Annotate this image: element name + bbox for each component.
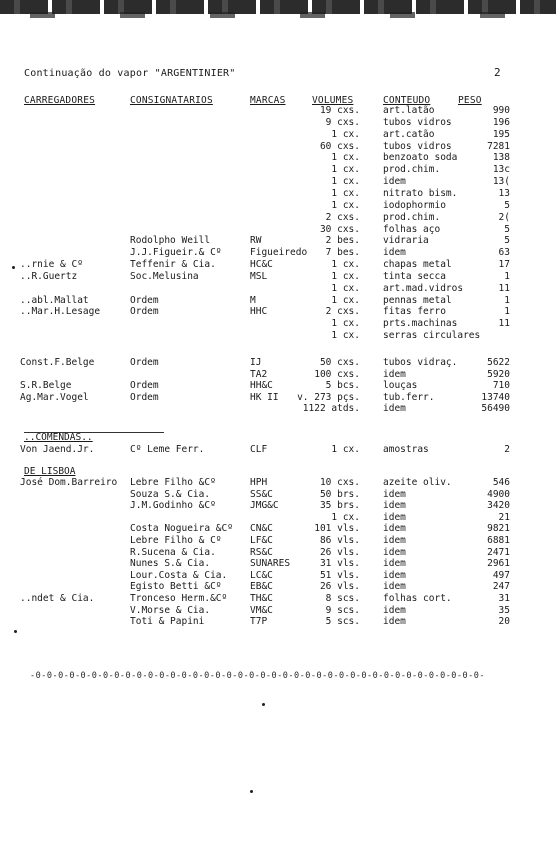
manifest-row (0, 477, 556, 489)
section-title-roterdam: ..COMENDAS.. (24, 432, 93, 443)
manifest-row (0, 570, 556, 582)
shipper-cell: Const.F.Belge (20, 357, 95, 368)
volumes-cell: 10 cxs. (319, 477, 360, 488)
marks-cell: VM&C (250, 604, 273, 616)
shipper-cell: Von Jaend.Jr. (20, 444, 95, 455)
weight-cell: 710 (492, 380, 510, 392)
contents-cell: azeite oliv. (383, 477, 452, 488)
marks-cell: MSL (250, 270, 268, 282)
volumes-cell: 50 brs. (319, 488, 360, 500)
manifest-row (0, 547, 556, 559)
manifest-row (0, 164, 556, 176)
weight-cell: 5622 (487, 357, 510, 368)
marks-cell: HH&C (250, 380, 273, 392)
manifest-row (0, 616, 556, 628)
weight-cell: 4900 (487, 488, 510, 500)
manifest-row (0, 117, 556, 129)
contents-cell: art.catão (383, 128, 435, 140)
consignee-cell: Ordem (130, 391, 159, 403)
marks-cell: EB&C (250, 581, 273, 593)
shipper-cell: ..ndet & Cia. (20, 593, 95, 604)
volumes-cell: 1 cx. (331, 187, 360, 199)
weight-cell: 9821 (487, 523, 510, 535)
shipper-cell: S.R.Belge (20, 380, 72, 392)
contents-cell: vidraria (383, 235, 429, 247)
weight-cell: 13 (498, 187, 510, 199)
shipper-cell: ..rnie & Cº (20, 259, 83, 271)
volumes-cell: 1 cx. (331, 330, 360, 342)
contents-cell: iodophormio (383, 199, 446, 211)
column-header-shippers: CARREGADORES (24, 95, 96, 106)
weight-cell: 546 (492, 477, 510, 488)
volumes-cell: 100 cxs. (314, 368, 360, 380)
manifest-row (0, 271, 556, 283)
contents-cell: idem (383, 546, 406, 558)
contents-cell: benzoato soda (383, 152, 458, 164)
weight-cell: 31 (498, 593, 510, 604)
weight-cell: 3420 (487, 500, 510, 512)
shipper-cell: Ag.Mar.Vogel (20, 391, 89, 403)
contents-cell: art.mad.vidros (383, 282, 464, 294)
marks-cell: HPH (250, 477, 268, 488)
weight-cell: 13( (492, 176, 510, 188)
manifest-row (0, 200, 556, 212)
volumes-cell: 30 cxs. (319, 223, 360, 235)
contents-cell: idem (383, 247, 406, 259)
weight-cell: 11 (498, 318, 510, 330)
marks-cell: RW (250, 235, 262, 247)
manifest-row (0, 593, 556, 605)
contents-cell: idem (383, 511, 406, 523)
consignee-cell: Lebre Filho & Cº (130, 535, 222, 546)
consignee-cell: J.J.Figueir.& Cº (130, 247, 222, 259)
contents-cell: fitas ferro (383, 306, 446, 318)
weight-cell: 2961 (487, 558, 510, 570)
volumes-cell: 1 cx. (331, 294, 360, 306)
contents-cell: tub.ferr. (383, 391, 435, 403)
consignee-cell: Ordem (130, 306, 159, 318)
contents-cell: idem (383, 488, 406, 500)
weight-cell: 5 (504, 199, 510, 211)
shipper-cell: José Dom.Barreiro (20, 477, 118, 488)
volumes-cell: 26 vls. (319, 546, 360, 558)
weight-cell: 6881 (487, 535, 510, 546)
volumes-cell: 26 vls. (319, 581, 360, 593)
manifest-row (0, 105, 556, 117)
volumes-cell: 60 cxs. (319, 140, 360, 152)
volumes-cell: 1 cx. (331, 176, 360, 188)
volumes-cell: v. 273 pçs. (297, 391, 360, 403)
contents-cell: tubos vidros (383, 116, 452, 128)
contents-cell: idem (383, 569, 406, 581)
marks-cell: CLF (250, 444, 268, 455)
volumes-cell: 86 vls. (319, 535, 360, 546)
closing-divider: -0-0-0-0-0-0-0-0-0-0-0-0-0-0-0-0-0-0-0-0-0-0-0-0-0-0-0-0-0-0-0-0-0-0-0-0-0-0-0-0- (30, 671, 486, 681)
consignee-cell: Ordem (130, 357, 159, 368)
marks-cell: IJ (250, 357, 262, 368)
contents-cell: idem (383, 616, 406, 628)
volumes-cell: 1 cx. (331, 128, 360, 140)
volumes-cell: 50 cxs. (319, 357, 360, 368)
volumes-cell: 1 cx. (331, 270, 360, 282)
weight-cell: 497 (492, 569, 510, 581)
weight-cell: 5 (504, 235, 510, 247)
weight-cell: 5920 (487, 368, 510, 380)
contents-cell: prts.machinas (383, 318, 458, 330)
weight-cell: 13740 (481, 391, 510, 403)
volumes-cell: 2 cxs. (325, 211, 360, 223)
column-header-marks: MARCAS (250, 95, 286, 106)
volumes-cell: 9 scs. (325, 604, 360, 616)
weight-cell: 1 (504, 294, 510, 306)
consignee-cell: Ordem (130, 380, 159, 392)
contents-cell: folhas cort. (383, 593, 452, 604)
contents-cell: idem (383, 403, 406, 415)
marks-cell: LF&C (250, 535, 273, 546)
volumes-cell: 31 vls. (319, 558, 360, 570)
contents-cell: folhas aço (383, 223, 441, 235)
manifest-row (0, 605, 556, 617)
column-header-weight: PESO (458, 95, 482, 106)
manifest-row (0, 380, 556, 392)
consignee-cell: Costa Nogueira &Cº (130, 523, 233, 535)
manifest-row (0, 489, 556, 501)
consignee-cell: Toti & Papini (130, 616, 205, 628)
weight-cell: 1 (504, 270, 510, 282)
page-number: 2 (494, 66, 501, 79)
volumes-cell: 1 cx. (331, 282, 360, 294)
manifest-row (0, 295, 556, 307)
marks-cell: CN&C (250, 523, 273, 535)
shipper-cell: ..abl.Mallat (20, 294, 89, 306)
consignee-cell: V.Morse & Cia. (130, 604, 211, 616)
manifest-row (0, 500, 556, 512)
scan-speck (250, 790, 253, 793)
contents-cell: idem (383, 500, 406, 512)
volumes-cell: 101 vls. (314, 523, 360, 535)
weight-cell: 20 (498, 616, 510, 628)
volumes-cell: 19 cxs. (319, 105, 360, 116)
weight-cell: 11 (498, 282, 510, 294)
manifest-row (0, 558, 556, 570)
scan-speck (12, 266, 15, 269)
contents-cell: idem (383, 558, 406, 570)
scan-speck (262, 703, 265, 706)
volumes-cell: 5 bcs. (325, 380, 360, 392)
manifest-row (0, 224, 556, 236)
volumes-cell: 35 brs. (319, 500, 360, 512)
contents-cell: serras circulares (383, 330, 481, 342)
contents-cell: tubos vidros (383, 140, 452, 152)
consignee-cell: Lour.Costa & Cia. (130, 569, 228, 581)
volumes-cell: 9 cxs. (325, 116, 360, 128)
weight-cell: 56490 (481, 403, 510, 415)
volumes-cell: 1 cx. (331, 152, 360, 164)
contents-cell: idem (383, 368, 406, 380)
manifest-row (0, 392, 556, 404)
manifest-row (0, 306, 556, 318)
consignee-cell: Tronceso Herm.&Cº (130, 593, 228, 604)
manifest-row (0, 259, 556, 271)
marks-cell: SS&C (250, 488, 273, 500)
manifest-row (0, 283, 556, 295)
weight-cell: 17 (498, 259, 510, 271)
scan-top-edge-shadow (0, 12, 556, 18)
contents-cell: idem (383, 176, 406, 188)
manifest-row (0, 129, 556, 141)
volumes-cell: 51 vls. (319, 569, 360, 581)
consignee-cell: Nunes S.& Cia. (130, 558, 211, 570)
manifest-row (0, 535, 556, 547)
consignee-cell: Egisto Betti &Cº (130, 581, 222, 593)
weight-cell: 2 (504, 444, 510, 455)
scan-speck (14, 630, 17, 633)
weight-cell: 1 (504, 306, 510, 318)
contents-cell: amostras (383, 444, 429, 455)
volumes-cell: 8 scs. (325, 593, 360, 604)
marks-cell: LC&C (250, 569, 273, 581)
volumes-cell: 1 cx. (331, 259, 360, 271)
column-header-volumes: VOLUMES (312, 95, 354, 106)
volumes-cell: 2 cxs. (325, 306, 360, 318)
manifest-row (0, 176, 556, 188)
marks-cell: TH&C (250, 593, 273, 604)
weight-cell: 35 (498, 604, 510, 616)
marks-cell: M (250, 294, 256, 306)
contents-cell: idem (383, 581, 406, 593)
contents-cell: nitrato bism. (383, 187, 458, 199)
contents-cell: tinta secca (383, 270, 446, 282)
volumes-cell: 1 cx. (331, 444, 360, 455)
weight-cell: 196 (492, 116, 510, 128)
consignee-cell: Souza S.& Cia. (130, 488, 211, 500)
column-header-consignees: CONSIGNATARIOS (130, 95, 213, 106)
consignee-cell: Lebre Filho &Cº (130, 477, 216, 488)
manifest-row (0, 512, 556, 524)
manifest-row (0, 369, 556, 381)
manifest-row (0, 444, 556, 456)
manifest-row (0, 357, 556, 369)
marks-cell: RS&C (250, 546, 273, 558)
manifest-row (0, 141, 556, 153)
volumes-cell: 2 bes. (325, 235, 360, 247)
marks-cell: HHC (250, 306, 268, 318)
volumes-cell: 7 bes. (325, 247, 360, 259)
manifest-row (0, 581, 556, 593)
manifest-row (0, 330, 556, 342)
weight-cell: 247 (492, 581, 510, 593)
contents-cell: idem (383, 535, 406, 546)
contents-cell: idem (383, 523, 406, 535)
manifest-row (0, 188, 556, 200)
contents-cell: prod.chim. (383, 211, 441, 223)
document-title: Continuação do vapor "ARGENTINIER" (24, 68, 236, 79)
weight-cell: 63 (498, 247, 510, 259)
marks-cell: Figueiredo (250, 247, 308, 259)
volumes-cell: 1 cx. (331, 164, 360, 176)
weight-cell: 138 (492, 152, 510, 164)
shipper-cell: ..Mar.H.Lesage (20, 306, 101, 318)
contents-cell: tubos vidraç. (383, 357, 458, 368)
consignee-cell: Rodolpho Weill (130, 235, 211, 247)
weight-cell: 21 (498, 511, 510, 523)
volumes-cell: 5 scs. (325, 616, 360, 628)
contents-cell: art.latão (383, 105, 435, 116)
volumes-cell: 1122 atds. (302, 403, 360, 415)
contents-cell: pennas metal (383, 294, 452, 306)
manifest-row (0, 235, 556, 247)
contents-cell: idem (383, 604, 406, 616)
manifest-row (0, 523, 556, 535)
manifest-row (0, 403, 556, 415)
consignee-cell: Cº Leme Ferr. (130, 444, 205, 455)
consignee-cell: Teffenir & Cia. (130, 259, 216, 271)
marks-cell: TA2 (250, 368, 268, 380)
manifest-row (0, 247, 556, 259)
marks-cell: HC&C (250, 259, 273, 271)
manifest-row (0, 318, 556, 330)
volumes-cell: 1 cx. (331, 318, 360, 330)
weight-cell: 195 (492, 128, 510, 140)
consignee-cell: Ordem (130, 294, 159, 306)
marks-cell: SUNARES (250, 558, 291, 570)
column-header-contents: CONTEUDO (383, 95, 431, 106)
weight-cell: 2( (498, 211, 510, 223)
volumes-cell: 1 cx. (331, 199, 360, 211)
marks-cell: JMG&C (250, 500, 279, 512)
contents-cell: louças (383, 380, 418, 392)
volumes-cell: 1 cx. (331, 511, 360, 523)
contents-cell: chapas metal (383, 259, 452, 271)
contents-cell: prod.chim. (383, 164, 441, 176)
weight-cell: 7281 (487, 140, 510, 152)
manifest-row (0, 152, 556, 164)
weight-cell: 2471 (487, 546, 510, 558)
weight-cell: 990 (492, 105, 510, 116)
weight-cell: 13c (492, 164, 510, 176)
consignee-cell: J.M.Godinho &Cº (130, 500, 216, 512)
manifest-row (0, 212, 556, 224)
marks-cell: HK II (250, 391, 279, 403)
marks-cell: T7P (250, 616, 268, 628)
weight-cell: 5 (504, 223, 510, 235)
consignee-cell: R.Sucena & Cia. (130, 546, 216, 558)
consignee-cell: Soc.Melusina (130, 270, 199, 282)
section-title-lisboa: DE LISBOA (24, 466, 76, 477)
shipper-cell: ..R.Guertz (20, 270, 78, 282)
